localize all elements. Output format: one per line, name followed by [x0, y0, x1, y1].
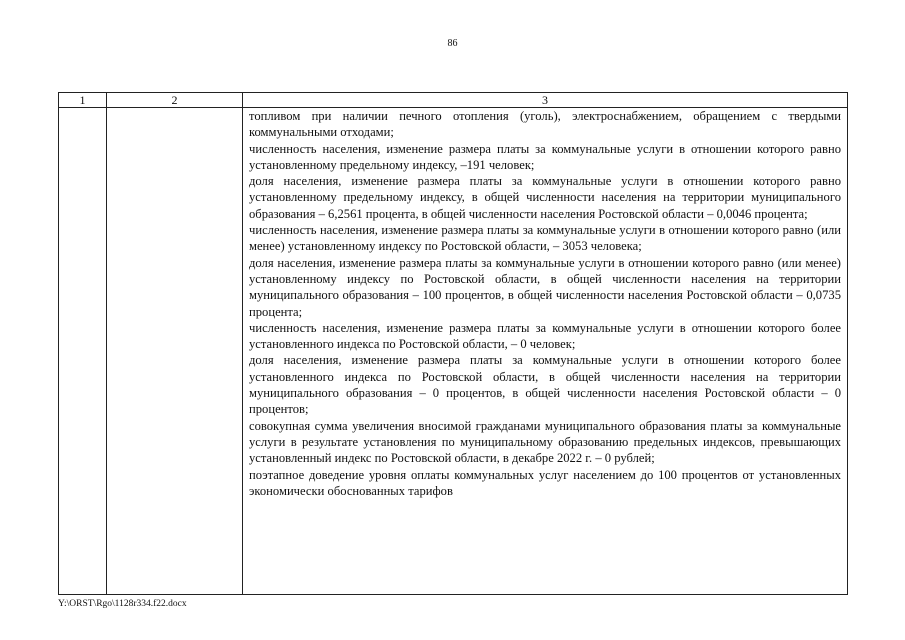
paragraph: численность населения, изменение размера платы за коммунальные услуги в отношении которого более установленного индекса по Ростовской области, – 0 человек; [249, 320, 841, 352]
paragraph: поэтапное доведение уровня оплаты коммунальных услуг населением до 100 процентов от установленных экономически обоснованных тарифов [249, 467, 841, 498]
paragraph: численность населения, изменение размера платы за коммунальные услуги в отношении которого равно (или менее) установленному индексу по Ростовской области, – 3053 человека; [249, 223, 841, 254]
column-header-2: 2 [107, 93, 243, 108]
paragraph: топливом при наличии печного отопления (уголь), электроснабжением, обращением с твердыми коммунальными отходами; [249, 109, 841, 140]
cell-column-1 [59, 108, 107, 595]
table-row [59, 108, 848, 595]
paragraph: доля населения, изменение размера платы за коммунальные услуги в отношении которого равно (или менее) установленному индексу по Ростовской области, в общей численности населения на территории муниципального образования – 100 процентов, в общей численности населения Ростовской области – 0,0735 процента; [249, 255, 841, 319]
column-header-3: 3 [243, 93, 848, 108]
table-header-row [59, 93, 848, 108]
footer-file-path: Y:\ORST\Rgo\1128r334.f22.docx [58, 599, 187, 609]
cell-column-2 [107, 108, 243, 595]
paragraph: доля населения, изменение размера платы за коммунальные услуги в отношении которого равно установленному предельному индексу, в общей численности населения на территории муниципального образования – 6,2561 процента, в общей численности населения Ростовской области – 0,0046 процента; [249, 174, 841, 221]
cell-column-3 [243, 108, 848, 595]
document-table [58, 92, 848, 595]
paragraph: численность населения, изменение размера платы за коммунальные услуги в отношении которого равно установленному предельному индексу, –191 человек; [249, 141, 841, 172]
column-header-1: 1 [59, 93, 107, 108]
paragraph: совокупная сумма увеличения вносимой гражданами муниципального образования платы за коммунальные услуги в результате установления по муниципальному образованию предельных индексов, превышающих установленный индекс по Ростовской области, в декабре 2022 г. – 0 рублей; [249, 418, 841, 466]
page-number: 86 [447, 38, 458, 49]
paragraph: доля населения, изменение размера платы за коммунальные услуги в отношении которого более установленного индекса по Ростовской области, в общей численности населения на территории муниципального образования – 0 процентов, в общей численности населения Ростовской области – 0 процентов; [249, 353, 841, 417]
